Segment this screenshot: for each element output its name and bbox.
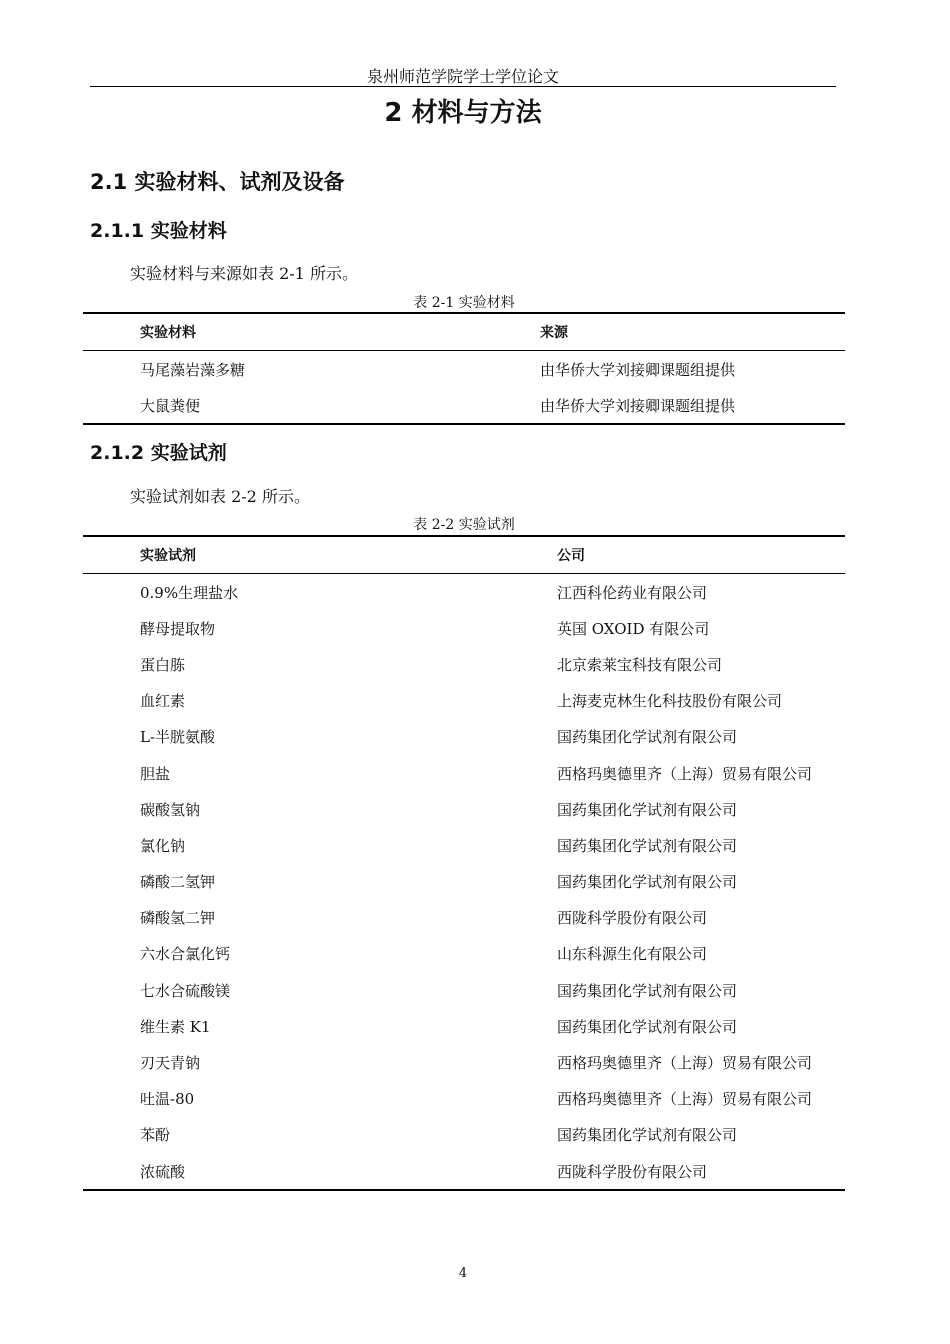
table-row [83,351,845,388]
table-cell-material: 马尾藻岩藻多糖 [140,360,246,379]
table-cell-reagent: 碳酸氢钠 [140,800,201,819]
table-cell-reagent: 七水合硫酸镁 [140,981,231,1000]
table-cell-company: 西陇科学股份有限公司 [557,1162,708,1181]
table-cell-reagent: 胆盐 [140,764,171,783]
table-cell-source: 由华侨大学刘接卿课题组提供 [540,360,736,379]
table-cell-reagent: 酵母提取物 [140,619,216,638]
table-row [83,387,845,424]
table-cell-company: 英国 OXOID 有限公司 [557,619,710,638]
table-row [83,1081,845,1117]
table-cell-company: 国药集团化学试剂有限公司 [557,836,738,855]
table-header-row [83,313,845,351]
table-cell-company: 北京索莱宝科技有限公司 [557,655,723,674]
table-cell-reagent: 刃天青钠 [140,1054,201,1073]
table-row [83,791,845,827]
table-row [83,827,845,863]
page-number: 4 [458,1266,468,1281]
table-cell-source: 由华侨大学刘接卿课题组提供 [540,396,736,415]
table-row [83,972,845,1008]
table-row [83,936,845,972]
table-cell-company: 西陇科学股份有限公司 [557,909,708,928]
table-cell-reagent: 蛋白胨 [140,655,186,674]
table-cell-company: 西格玛奥德里齐（上海）贸易有限公司 [557,1090,813,1109]
table-cell-material: 大鼠粪便 [140,396,201,415]
table-row [83,755,845,791]
section-heading-2-1-2: 2.1.2 实验试剂 [90,442,227,464]
table-row [83,1008,845,1044]
table-row [83,646,845,682]
section-heading-2-1-1: 2.1.1 实验材料 [90,220,227,242]
column-header-material: 实验材料 [83,313,540,351]
column-header-company: 公司 [557,536,845,574]
table-row [83,900,845,936]
table-cell-reagent: 吐温-80 [140,1090,195,1109]
chapter-title: 2 材料与方法 [384,98,542,128]
materials-table [83,312,845,425]
table-caption-2-2: 表 2-2 实验试剂 [413,517,515,533]
column-header-reagent: 实验试剂 [83,536,557,574]
table-cell-company: 国药集团化学试剂有限公司 [557,1126,738,1145]
table-row [83,610,845,646]
table-cell-company: 西格玛奥德里齐（上海）贸易有限公司 [557,1054,813,1073]
table-row [83,1117,845,1153]
table-row [83,719,845,755]
table-cell-reagent: 0.9%生理盐水 [140,583,239,602]
table-cell-reagent: 苯酚 [140,1126,171,1145]
table-cell-company: 国药集团化学试剂有限公司 [557,1017,738,1036]
table-cell-reagent: 氯化钠 [140,836,186,855]
table-row [83,574,845,611]
table-cell-reagent: 六水合氯化钙 [140,945,231,964]
table-cell-company: 国药集团化学试剂有限公司 [557,728,738,747]
table-cell-company: 江西科伦药业有限公司 [557,583,708,602]
column-header-source: 来源 [540,313,845,351]
table-cell-reagent: 浓硫酸 [140,1162,186,1181]
table-row [83,864,845,900]
page-header: 泉州师范学院学士学位论文 [366,67,559,86]
table-cell-reagent: 磷酸氢二钾 [140,909,216,928]
table-row [83,1044,845,1080]
table-row [83,683,845,719]
table-caption-2-1: 表 2-1 实验材料 [413,295,515,311]
table-cell-company: 上海麦克林生化科技股份有限公司 [557,692,783,711]
table-cell-reagent: 血红素 [140,692,186,711]
table-cell-company: 国药集团化学试剂有限公司 [557,981,738,1000]
table-cell-company: 国药集团化学试剂有限公司 [557,800,738,819]
section-heading-2-1: 2.1 实验材料、试剂及设备 [90,170,345,194]
table-cell-reagent: L-半胱氨酸 [140,728,216,747]
table-cell-reagent: 维生素 K1 [140,1017,211,1036]
table-row [83,1153,845,1190]
table-cell-reagent: 磷酸二氢钾 [140,873,216,892]
reagents-table [83,535,845,1191]
table-cell-company: 西格玛奥德里齐（上海）贸易有限公司 [557,764,813,783]
table-cell-company: 山东科源生化有限公司 [557,945,708,964]
intro-paragraph-2-1-1: 实验材料与来源如表 2-1 所示。 [130,264,358,283]
table-header-row [83,536,845,574]
header-rule [90,86,836,87]
table-cell-company: 国药集团化学试剂有限公司 [557,873,738,892]
intro-paragraph-2-1-2: 实验试剂如表 2-2 所示。 [130,487,310,506]
